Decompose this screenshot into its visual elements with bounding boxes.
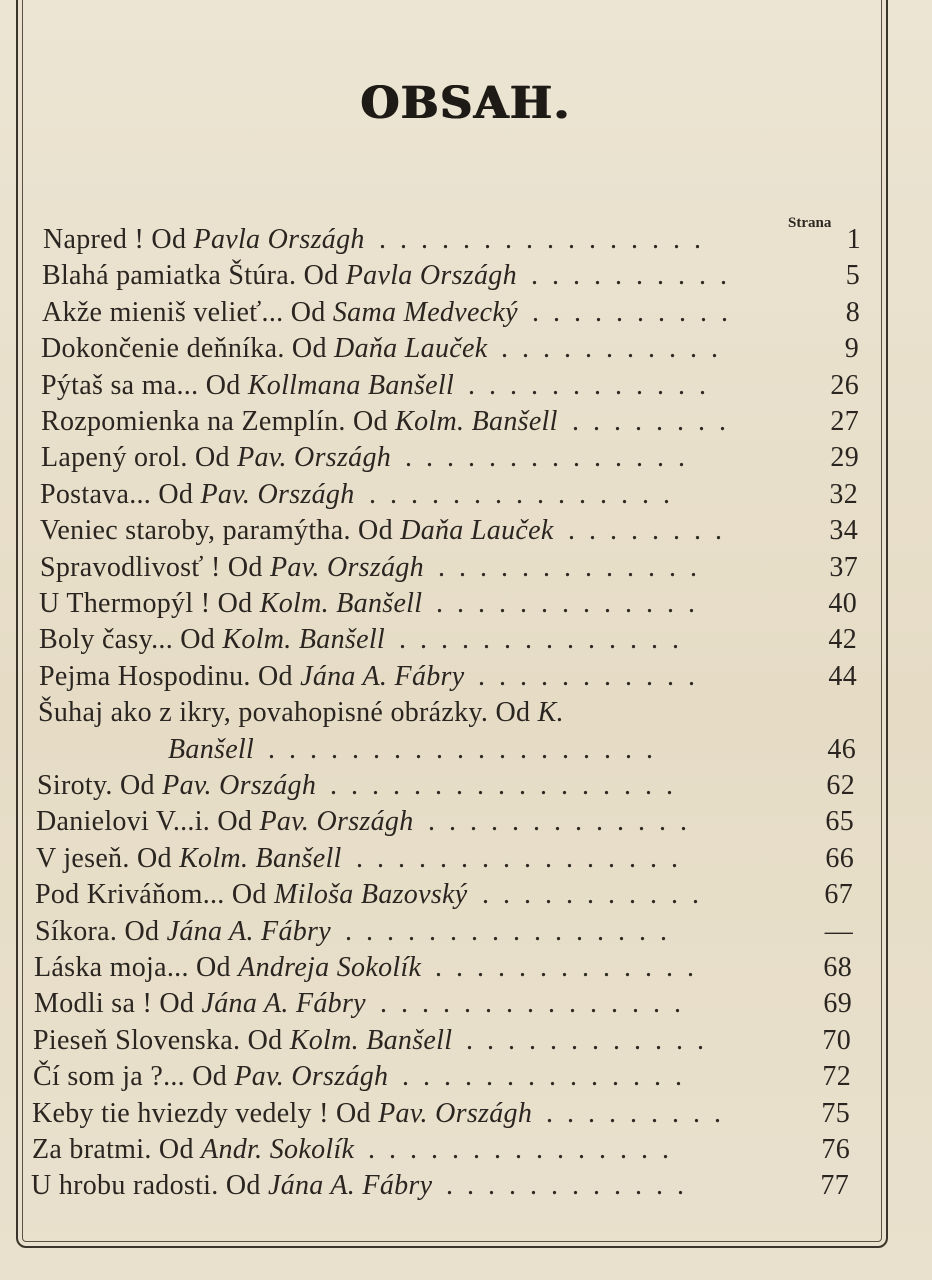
leader-dots: ............ [466, 1025, 718, 1056]
leader-dots: ........... [478, 661, 709, 692]
toc-entry-author: K. [537, 697, 564, 728]
toc-entry-page: 40 [828, 588, 857, 619]
toc-entry-title: U Thermopýl ! Od [39, 588, 260, 619]
toc-entry-author: Miloša Bazovský [274, 879, 468, 910]
toc-entry [41, 440, 859, 476]
toc-entry [35, 914, 853, 950]
leader-dots: ................... [268, 734, 667, 765]
toc-entry [42, 258, 860, 294]
toc-entry-title: Danielovi V...i. Od [36, 806, 260, 837]
toc-entry-text [33, 1023, 452, 1059]
toc-entry [39, 622, 857, 658]
toc-entry-page: — [824, 916, 853, 947]
toc-entry-author: Kolm. Banšell [222, 624, 385, 655]
leader-dots: ................ [356, 843, 692, 874]
toc-entry-author: Kollmana Banšell [247, 370, 455, 401]
leader-dots: ................ [379, 224, 715, 255]
toc-entry-title: Šuhaj ako z ikry, povahopisné obrázky. Od [38, 697, 538, 728]
toc-entry-page: 70 [822, 1025, 851, 1056]
toc-entry-title: Akže mieniš velieť... Od [42, 297, 333, 328]
leader-dots: .............. [402, 1061, 696, 1092]
toc-entry-title: Láska moja... Od [34, 952, 239, 983]
toc-entry [43, 222, 861, 258]
toc-entry-text [32, 1132, 354, 1168]
toc-entry [36, 804, 854, 840]
toc-entry-author: Jána A. Fábry [267, 1170, 433, 1201]
toc-entry [34, 950, 852, 986]
toc-entry-text [36, 841, 342, 877]
toc-entry-page: 62 [826, 770, 855, 801]
toc-entry-text [36, 804, 414, 840]
toc-entry-author: Jána A. Fábry [201, 988, 366, 1019]
leader-dots: .............. [405, 442, 699, 473]
leader-dots: .............. [399, 624, 693, 655]
toc-entry [37, 768, 855, 804]
toc-entry-author: Jána A. Fábry [166, 916, 331, 947]
toc-entry-text [41, 368, 454, 404]
toc-entry [40, 550, 858, 586]
toc-entry-author: Pav. Országh [259, 806, 414, 837]
toc-entry-page: 72 [822, 1061, 851, 1092]
toc-entry-author: Daňa Lauček [400, 515, 554, 546]
toc-entry [36, 841, 854, 877]
toc-entry-text [42, 258, 517, 294]
toc-entry-author: Pavla Országh [345, 260, 517, 291]
toc-entry [41, 368, 859, 404]
toc-entry-page: 29 [830, 442, 859, 473]
toc-entry-author: Banšell [168, 734, 255, 765]
toc-entry-title: Veniec staroby, paramýtha. Od [40, 515, 401, 546]
toc-entry-text [43, 222, 365, 258]
toc-entry-title: V jeseň. Od [36, 843, 180, 874]
toc-entry-title: Pieseň Slovenska. Od [33, 1025, 290, 1056]
toc-entry-title: Dokončenie deňníka. Od [41, 333, 335, 364]
toc-entry-page: 76 [821, 1134, 850, 1165]
toc-entry-author: Pav. Országh [237, 442, 392, 473]
toc-entry-author: Jána A. Fábry [300, 661, 465, 692]
toc-entry-page: 69 [823, 988, 852, 1019]
toc-entry-title: Síkora. Od [35, 916, 167, 947]
toc-entry-text [33, 1059, 388, 1095]
toc-entry-text [39, 659, 464, 695]
toc-entry-text [37, 768, 316, 804]
toc-entry-text [40, 477, 355, 513]
toc-entry-title: Lapený orol. Od [41, 442, 238, 473]
toc-entry-text [34, 950, 421, 986]
toc-entry-text [40, 550, 424, 586]
toc-entry-text [40, 513, 554, 549]
toc-entry-text [41, 331, 487, 367]
toc-entry-text [32, 1096, 532, 1132]
toc-entry-title: Napred ! Od [43, 224, 194, 255]
toc-entry-title: Modli sa ! Od [34, 988, 202, 1019]
toc-entry-page: 67 [824, 879, 853, 910]
toc-entry-text [38, 695, 564, 731]
toc-entry [42, 295, 860, 331]
toc-entry-author: Andreja Sokolík [238, 952, 422, 983]
toc-entry-author: Pav. Országh [378, 1098, 533, 1129]
toc-entry-title: U hrobu radosti. Od [31, 1170, 268, 1201]
page-column-label: Strana [788, 215, 832, 231]
toc-entry-author: Pav. Országh [162, 770, 317, 801]
toc-entry [40, 477, 858, 513]
leader-dots: ............... [368, 1134, 683, 1165]
toc-entry-title: Postava... Od [40, 479, 201, 510]
toc-entry-page: 75 [821, 1098, 850, 1129]
toc-entry-page: 66 [825, 843, 854, 874]
toc-entry [33, 1023, 851, 1059]
toc-entry [32, 1096, 850, 1132]
toc-entry-text [31, 1168, 432, 1204]
toc-entry-page: 26 [830, 370, 859, 401]
toc-entry-author: Pavla Országh [193, 224, 365, 255]
toc-entry-title: Za bratmi. Od [32, 1134, 202, 1165]
toc-entry-page: 68 [823, 952, 852, 983]
toc-entry-page: 77 [820, 1170, 849, 1201]
leader-dots: .......... [531, 260, 741, 291]
leader-dots: ........... [501, 333, 732, 364]
toc-entry [40, 513, 858, 549]
toc-entry-author: Andr. Sokolík [201, 1134, 355, 1165]
toc-entry [38, 732, 856, 768]
toc-entry-author: Pav. Országh [234, 1061, 389, 1092]
toc-entry-page: 5 [845, 260, 860, 291]
leader-dots: ............... [369, 479, 684, 510]
leader-dots: ............ [446, 1170, 698, 1201]
toc-entry-text [35, 877, 468, 913]
leader-dots: ................. [330, 770, 687, 801]
toc-entry [33, 1059, 851, 1095]
toc-entry-text [41, 404, 558, 440]
toc-entry-page: 27 [830, 406, 859, 437]
toc-entry-page: 44 [828, 661, 857, 692]
toc-entry-text [41, 440, 391, 476]
toc-entry-title: Siroty. Od [37, 770, 163, 801]
toc-entry-author: Kolm. Banšell [179, 843, 342, 874]
page-title: OBSAH. [360, 78, 572, 129]
toc-entry-page: 9 [844, 333, 859, 364]
leader-dots: ............. [435, 952, 708, 983]
toc-entry-title: Spravodlivosť ! Od [40, 552, 270, 583]
toc-entry-title: Čí som ja ?... Od [33, 1061, 235, 1092]
toc-entry-page: 8 [845, 297, 860, 328]
leader-dots: ........ [572, 406, 740, 437]
leader-dots: ........... [482, 879, 713, 910]
leader-dots: .......... [532, 297, 742, 328]
toc-entry [31, 1168, 849, 1204]
toc-entry-title: Pod Kriváňom... Od [35, 879, 275, 910]
toc-entry-text [35, 914, 331, 950]
toc-entry-author: Pav. Országh [270, 552, 424, 583]
toc-entry-page: 37 [829, 552, 858, 583]
toc-entry [34, 986, 852, 1022]
toc-entry [39, 659, 857, 695]
toc-entry-text [39, 586, 422, 622]
toc-entry [41, 404, 859, 440]
toc-entry-page: 34 [829, 515, 858, 546]
leader-dots: ......... [546, 1098, 735, 1129]
toc-entry-title: Boly časy... Od [39, 624, 223, 655]
toc-entry-author: Daňa Lauček [334, 333, 488, 364]
toc-entry [32, 1132, 850, 1168]
toc-entry-title: Keby tie hviezdy vedely ! Od [32, 1098, 379, 1129]
leader-dots: ............. [436, 588, 709, 619]
toc-entry [41, 331, 859, 367]
toc-entry-text [168, 732, 254, 768]
leader-dots: ........ [568, 515, 736, 546]
toc-entry-text [34, 986, 366, 1022]
toc-entry [39, 586, 857, 622]
toc-entry-page: 42 [828, 624, 857, 655]
toc-entry-title: Pejma Hospodinu. Od [39, 661, 301, 692]
toc-entry-text [42, 295, 518, 331]
toc-entry-text [39, 622, 385, 658]
toc-entry-page: 65 [825, 806, 854, 837]
leader-dots: ............. [438, 552, 711, 583]
toc-entry-title: Blahá pamiatka Štúra. Od [42, 260, 346, 291]
toc-entry-page: 1 [846, 224, 861, 255]
toc-entry-author: Kolm. Banšell [289, 1025, 453, 1056]
toc-entry-page: 32 [829, 479, 858, 510]
toc-entry-author: Kolm. Banšell [259, 588, 423, 619]
leader-dots: ............... [380, 988, 695, 1019]
leader-dots: ............. [428, 806, 701, 837]
toc-entry-page: 46 [827, 734, 856, 765]
toc-entry [35, 877, 853, 913]
toc-entry-author: Sama Medvecký [332, 297, 518, 328]
toc-entry-author: Pav. Országh [200, 479, 355, 510]
toc-entry-author: Kolm. Banšell [395, 406, 558, 437]
toc-entry-title: Pýtaš sa ma... Od [41, 370, 248, 401]
toc-entry [38, 695, 856, 731]
leader-dots: ................ [345, 916, 681, 947]
toc-entry-title: Rozpomienka na Zemplín. Od [41, 406, 396, 437]
leader-dots: ............ [468, 370, 720, 401]
